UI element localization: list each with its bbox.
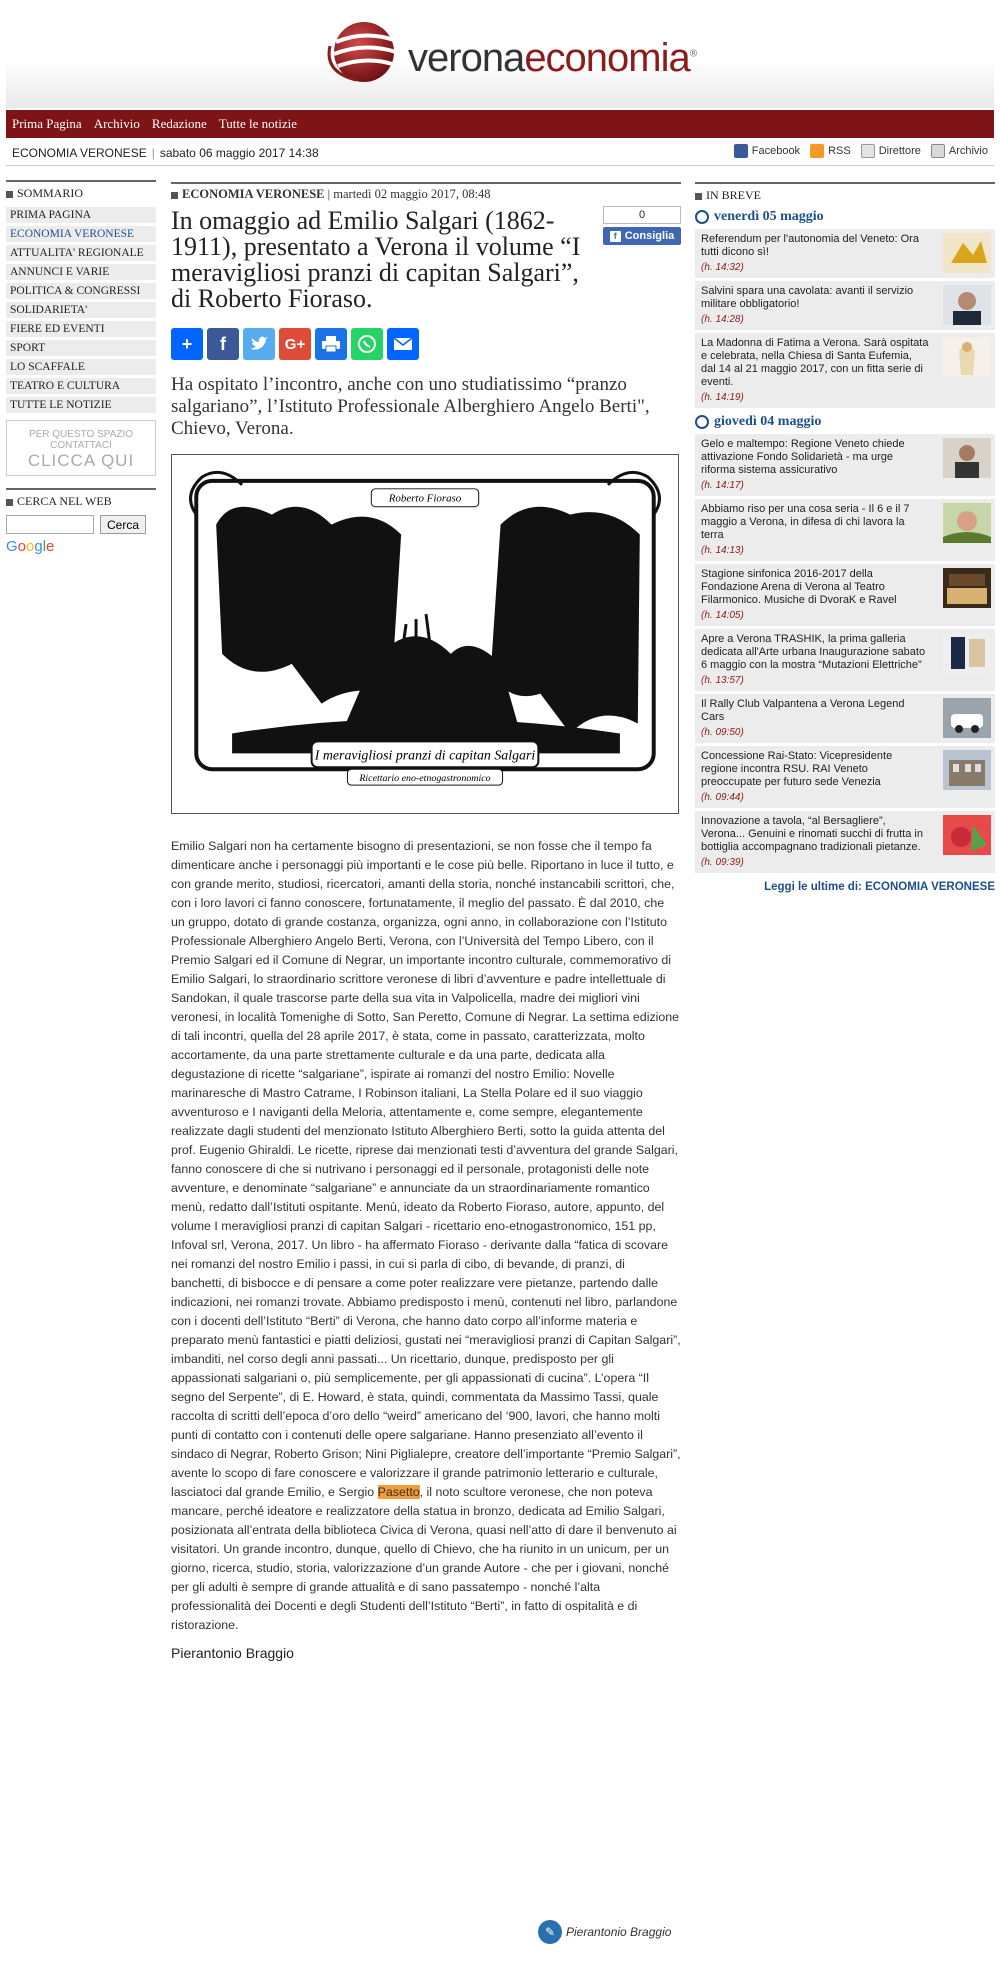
info-bar [6,140,994,166]
article-title: In omaggio ad Emilio Salgari (1862-1911), presentato a Verona il volume “I meravigliosi pranzi di capitan Salgari”, di Roberto Fioraso. [171,206,581,313]
news-thumbnail [943,815,991,855]
share-google-plus-icon[interactable]: G+ [279,328,311,360]
news-item[interactable] [695,694,995,743]
sidebar-heading: SOMMARIO [6,180,156,201]
direttore-link[interactable] [861,144,921,158]
search-heading: CERCA NEL WEB [6,488,156,509]
news-text: Apre a Verona TRASHIK, la prima galleria dedicata all'Arte urbana Inaugurazione sabato 6 maggio con la mostra “Mutazioni Elettriche” (h. 13:57) [701,633,929,687]
news-thumbnail [943,337,991,377]
sidebar-item-annunci[interactable]: ANNUNCI E VARIE [6,264,156,281]
facebook-icon [734,144,748,158]
news-text: Stagione sinfonica 2016-2017 della Fondazione Arena di Verona al Teatro Filarmonico. Musiche di DvoraK e Ravel (h. 14:05) [701,568,929,622]
nav-redazione[interactable]: Redazione [151,116,207,131]
in-breve-column [695,182,995,893]
main-nav [6,110,994,138]
news-item[interactable] [695,499,995,561]
nav-archivio[interactable]: Archivio [93,116,140,131]
site-logo[interactable] [326,12,697,92]
news-time: (h. 14:05) [701,610,744,621]
article-subtitle: Ha ospitato l’incontro, anche con uno studiatissimo “pranzo salgariano”, l’Istituto Professionale Alberghiero Angelo Berti", Chievo, Verona. [171,374,650,439]
facebook-like-box [603,206,681,248]
news-time: (h. 14:13) [701,545,744,556]
in-breve-heading: IN BREVE [695,182,995,203]
read-more-link[interactable] [695,881,995,893]
cover-book-subtitle: Ricettario eno-etnogastronomico [359,773,491,785]
news-time: (h. 09:39) [701,857,744,868]
facebook-recommend-button[interactable] [603,227,681,245]
news-text: Innovazione a tavola, “al Bersagliere”, Verona... Genuini e rinomati succhi di frutta in bottiglia accompagnano tradizionali pietanze. (h. 09:39) [701,815,929,869]
article [171,182,681,1661]
news-time: (h. 13:57) [701,675,744,686]
article-body [171,837,681,1635]
share-facebook-icon[interactable]: f [207,328,239,360]
day-heading-1: venerdì 05 maggio [695,209,995,225]
ad-line-2: CONTATTACI [50,440,112,451]
article-date: | martedì 02 maggio 2017, 08:48 [327,187,491,201]
news-text: Gelo e maltempo: Regione Veneto chiede attivazione Fondo Solidarietà - ma urge riforma sistema assicurativo (h. 14:17) [701,438,929,492]
sidebar-item-sport[interactable]: SPORT [6,340,156,357]
sidebar-item-tutte-notizie[interactable]: TUTTE LE NOTIZIE [6,397,156,414]
read-more-prefix: Leggi le ultime di: [764,881,862,893]
facebook-icon: f [610,231,621,242]
day-heading-2: giovedì 04 maggio [695,414,995,430]
facebook-link[interactable] [734,144,800,158]
news-text: La Madonna di Fatima a Verona. Sarà ospitata e celebrata, nella Chiesa di Santa Eufemia, dal 14 al 21 maggio 2017, con un fitta serie di eventi. (h. 14:19) [701,337,929,403]
author-signature[interactable] [538,1920,671,1944]
nav-tutte-le-notizie[interactable]: Tutte le notizie [218,116,298,131]
share-buttons [171,328,681,360]
nav-prima-pagina[interactable]: Prima Pagina [12,116,82,131]
read-more-section: ECONOMIA VERONESE [865,881,995,893]
web-search [6,515,156,534]
square-bullet-icon [6,499,13,506]
article-meta [171,182,681,202]
info-separator: | [151,145,155,160]
article-body-part-1: Emilio Salgari non ha certamente bisogno di presentazioni, se non fosse che il tempo fa dimenticare anche i personaggi più importanti e le cose più belle. Riportano in luce il tutto, e con grande merito, studiosi, ricercatori, amanti della storia, nonché instancabili scrittori, che, con i loro lavori ci fanno conoscere, fortunatamente, il meglio del passato. È dal 2010, che un gruppo, dotato di grande costanza, organizza, ogni anno, in collaborazione con l’Istituto Professionale Alberghiero Angelo Berti, Verona, con l’Università del Tempo Libero, con il Premio Salgari ed il Comune di Negrar, un importante incontro culturale, commemorativo di Emilio Salgari, lo straordinario scrittore veronese di libri d’avventure e padre intellettuale di Sandokan, il quale trascorse parte della sua vita in Valpolicella, madre dei migliori vini veronesi, in località Tomenighe di Sotto, San Peretto, Comune di Negrar. La settima edizione di tali incontri, quella del 28 aprile 2017, è stata, come in passato, caratterizzata, molto accortamente, da una parte strettamente culturale e da una parte, dedicata alla degustazione di ricette “salgariane”, ispirate ai romanzi del nostro Emilio: Novelle marinaresche di Mastro Catrame, I Robinson italiani, La Stella Polare ed il suo viaggio avventuroso e I naviganti della Meloria, attentamente e, come sempre, elegantemente realizzate dagli studenti del menzionato Istituto Alberghiero Berti, sotto la guida attenta del prof. Eugenio Ghiraldi. Le ricette, riprese dai menzionati testi d’avventura del grande Salgari, fanno conoscere di che si nutrivano i personaggi ed il personale, protagonisti delle note avventure, e denominate “salgariane” e annunciate da un straordinariamente romantico menù, redatto dall’Istituti ospitante. Menù, ideato da Roberto Fioraso, autore, appunto, del volume I meravigliosi pranzi di capitan Salgari - ricettario eno-etnogastronomico, 151 pp, Infoval srl, Verona, 2017. Un libro - ha affermato Fioraso - derivante dalla “fatica di scovare nei romanzi del nostro Emilio i passi, in cui si parla di cibo, di bevande, di pranzi, di banchetti, di bisbocce e di pensare a come poter realizzare vere pietanze, partendo dalle indicazioni, nei romanzi trovate. Abbiamo predisposto i menù, contenuti nel libro, parlandone con i docenti dell’Istituto “Berti” di Verona, che hanno dato corpo all’informe materia e preparato menù fantastici e piatti deliziosi, gustati nei “meravigliosi pranzi di Capitan Salgari”, imbanditi, nel corso degli anni passati... Un ricettario, dunque, predisposto per gli appassionati salgariani o, più semplicemente, per gli appassionati di cucina”. L’opera “Il segno del Serpente”, di E. Howard, è stata, quindi, commentata da Massimo Tassi, quale raccolta di scritti dell’epoca d’oro dello “weird” americano del ‘900, lavori, che hanno molti punti di contatto con i contenuti delle opere salgariane. Hanno presenziato all’evento il sindaco di Negrar, Roberto Grison; Nini Piglialepre, creatore dell’importante “Premio Salgari”, avente lo scopo di fare conoscere e valorizzare il grande patrimonio letterario e culturale, lasciatoci dal grande Emilio, e Sergio [171,839,681,1499]
square-bullet-icon [6,191,13,198]
clock-icon [695,415,709,429]
pen-icon: ✎ [538,1920,562,1944]
like-count: 0 [603,206,681,224]
square-bullet-icon [695,193,702,200]
globe-logo-icon [326,12,406,92]
article-body-part-2: , il noto scultore veronese, che non poteva mancare, perché ideatore e realizzatore della statua in bronzo, dedicata ad Emilio Salgari, posizionata all’entrata della biblioteca Civica di Verona, quasi nell’atto di dare il benvenuto ai visitatori. Un grande incontro, dunque, quello di Chievo, che ha riunito in un unicum, per un giorno, ricerca, studio, storia, valorizzazione d’un grande Autore - che per i giovani, nonché per gli adulti è sempre di grande attualità e di sano passatempo - nonché l’alta professionalità dei Docenti e degli Studenti dell’Istituto “Berti”, in fatto di ospitalità e di ristorazione. [171,1485,677,1632]
article-author: Pierantonio Braggio [171,1645,294,1661]
news-text: Concessione Rai-Stato: Vicepresidente regione incontra RSU. RAI Veneto preoccupate per futuro sede Venezia (h. 09:44) [701,750,929,804]
news-item[interactable] [695,629,995,691]
current-datetime: sabato 06 maggio 2017 14:38 [159,145,319,160]
search-button[interactable]: Cerca [100,515,146,534]
news-text: Salvini spara una cavolata: avanti il servizio militare obbligatorio! (h. 14:28) [701,285,929,326]
facebook-label: Facebook [751,145,801,157]
pencil-icon [861,144,875,158]
archivio-label: Archivio [948,145,988,157]
share-whatsapp-icon[interactable] [351,328,383,360]
sidebar-item-politica[interactable]: POLITICA & CONGRESSI [6,283,156,300]
sidebar-item-prima-pagina[interactable]: PRIMA PAGINA [6,207,156,224]
sidebar-item-solidarieta[interactable]: SOLIDARIETA' [6,302,156,319]
rss-icon [810,144,824,158]
signature-name: Pierantonio Braggio [566,1925,672,1939]
clock-icon [695,210,709,224]
sidebar-item-lo-scaffale[interactable]: LO SCAFFALE [6,359,156,376]
news-item[interactable] [695,434,995,496]
cover-book-title: I meravigliosi pranzi di capitan Salgari [314,748,536,764]
news-thumbnail [943,750,991,790]
square-bullet-icon [171,192,178,199]
news-text: Referendum per l'autonomia del Veneto: Ora tutti dicono sì! (h. 14:32) [701,233,929,274]
left-sidebar [6,180,156,555]
news-time: (h. 14:28) [701,314,744,325]
sidebar-item-teatro[interactable]: TEATRO E CULTURA [6,378,156,395]
site-header [6,0,994,108]
news-item[interactable] [695,281,995,330]
ad-line-1: PER QUESTO SPAZIO [28,429,134,440]
news-time: (h. 09:50) [701,727,744,738]
news-item[interactable] [695,229,995,278]
archive-icon [931,144,945,158]
news-time: (h. 14:17) [701,480,744,491]
news-text: Abbiamo riso per una cosa seria - Il 6 e il 7 maggio a Verona, in difesa di chi lavora la terra (h. 14:13) [701,503,929,557]
share-add-icon[interactable]: + [171,328,203,360]
news-thumbnail [943,285,991,325]
news-item[interactable] [695,333,995,408]
news-item[interactable] [695,746,995,808]
book-cover-image [171,454,679,814]
search-input[interactable] [6,515,94,534]
share-print-icon[interactable] [315,328,347,360]
like-label: Consiglia [624,230,675,242]
news-text: Il Rally Club Valpantena a Verona Legend Cars (h. 09:50) [701,698,929,739]
direttore-label: Direttore [878,145,921,157]
share-twitter-icon[interactable] [243,328,275,360]
rss-label: RSS [828,145,851,157]
news-time: (h. 09:44) [701,792,744,803]
sidebar-item-fiere[interactable]: FIERE ED EVENTI [6,321,156,338]
social-links [724,144,988,158]
news-thumbnail [943,438,991,478]
news-thumbnail [943,633,991,673]
news-item[interactable] [695,564,995,626]
news-item[interactable] [695,811,995,873]
news-time: (h. 14:32) [701,262,744,273]
archivio-link[interactable] [931,144,988,158]
news-thumbnail [943,568,991,608]
news-thumbnail [943,503,991,543]
current-section[interactable]: ECONOMIA VERONESE [12,145,147,160]
article-section[interactable]: ECONOMIA VERONESE [182,187,325,201]
rss-link[interactable] [810,144,851,158]
sidebar-item-attualita-regionale[interactable]: ATTUALITA' REGIONALE [6,245,156,262]
site-logo-text: veronaeconomia® [408,36,697,80]
google-logo: Google [6,538,55,555]
news-time: (h. 14:19) [701,392,744,403]
search-highlight: Pasetto [377,1485,420,1499]
ad-box[interactable] [6,420,156,476]
sidebar-item-economia-veronese[interactable]: ECONOMIA VERONESE [6,226,156,243]
ad-line-3: CLICCA QUI [27,451,135,470]
news-thumbnail [943,698,991,738]
cover-author-label: Roberto Fioraso [388,492,462,505]
news-thumbnail [943,233,991,273]
share-email-icon[interactable] [387,328,419,360]
